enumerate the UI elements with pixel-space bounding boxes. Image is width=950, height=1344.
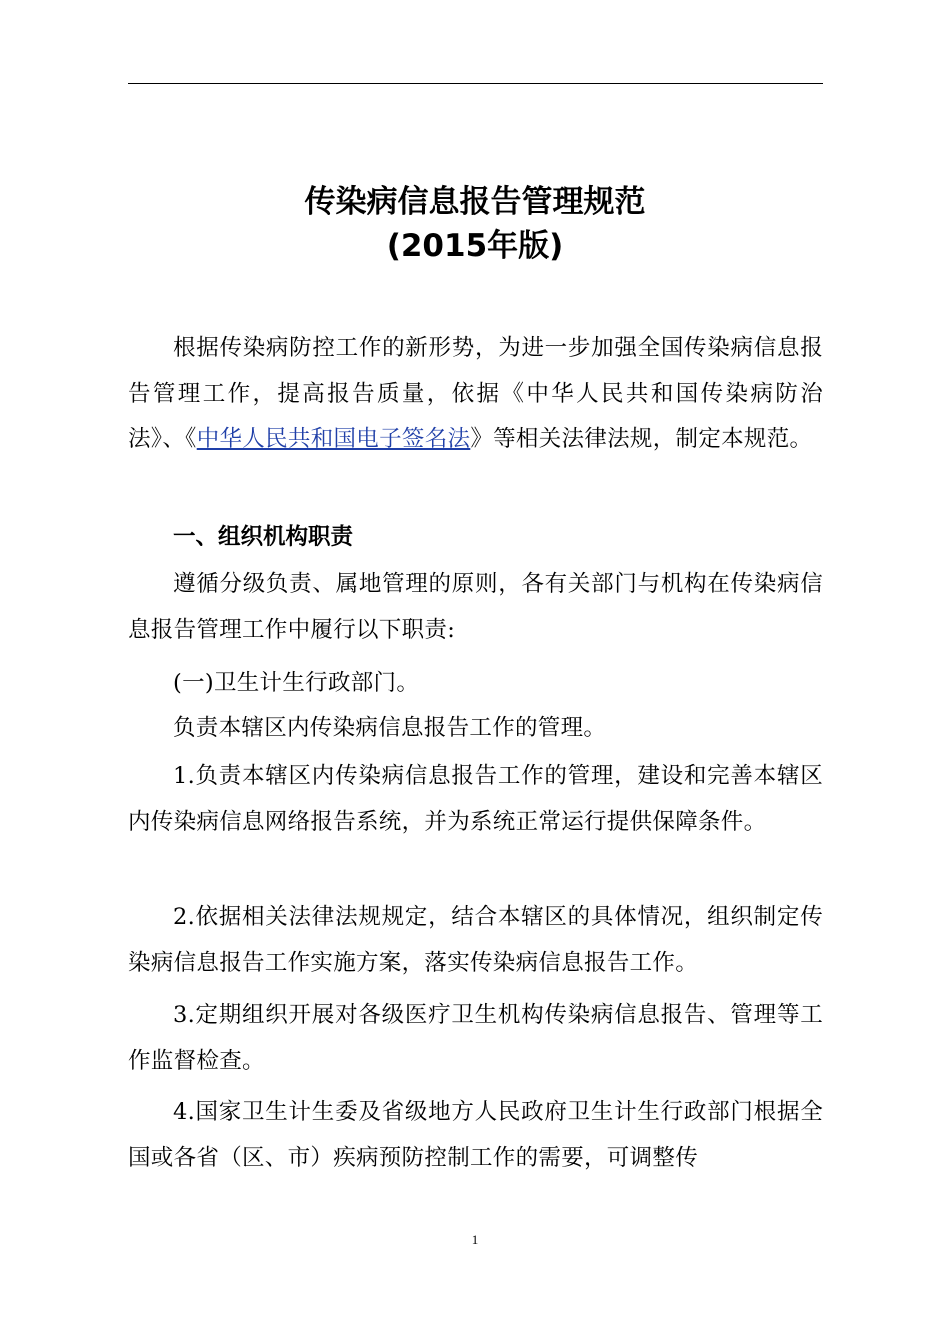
intro-paragraph xyxy=(128,326,823,463)
list-item-2: 2.依据相关法律法规规定，结合本辖区的具体情况，组织制定传染病信息报告工作实施方案，落实传染病信息报告工作。 xyxy=(128,904,823,976)
header-rule xyxy=(128,83,823,84)
document-edition: (2015年版) xyxy=(386,228,564,264)
summary-paragraph: 负责本辖区内传染病信息报告工作的管理。 xyxy=(173,715,607,741)
list-item-1: 1.负责本辖区内传染病信息报告工作的管理，建设和完善本辖区内传染病信息网络报告系统，并为系统正常运行提供保障条件。 xyxy=(128,763,823,835)
section-heading-1: 一、组织机构职责 xyxy=(173,524,354,550)
intro-text-1: 根据传染病防控工作的新形势，为进一步加强全国传染病信息报告管理工作，提高报告质量，依据《中华人民共和国传染病防治法》、《 xyxy=(128,335,823,452)
subsection-heading: (一)卫生计生行政部门。 xyxy=(173,670,420,696)
list-item-3: 3.定期组织开展对各级医疗卫生机构传染病信息报告、管理等工作监督检查。 xyxy=(128,1002,823,1074)
electronic-signature-law-link[interactable]: 中华人民共和国电子签名法 xyxy=(196,426,471,452)
intro-text-2: 》等相关法律法规，制定本规范。 xyxy=(470,426,813,452)
section-intro-paragraph: 遵循分级负责、属地管理的原则，各有关部门与机构在传染病信息报告管理工作中履行以下职责: xyxy=(128,571,823,643)
page-number: 1 xyxy=(471,1232,479,1247)
list-item-4: 4.国家卫生计生委及省级地方人民政府卫生计生行政部门根据全国或各省（区、市）疾病预防控制工作的需要，可调整传 xyxy=(128,1099,823,1171)
document-title: 传染病信息报告管理规范 xyxy=(304,184,646,220)
